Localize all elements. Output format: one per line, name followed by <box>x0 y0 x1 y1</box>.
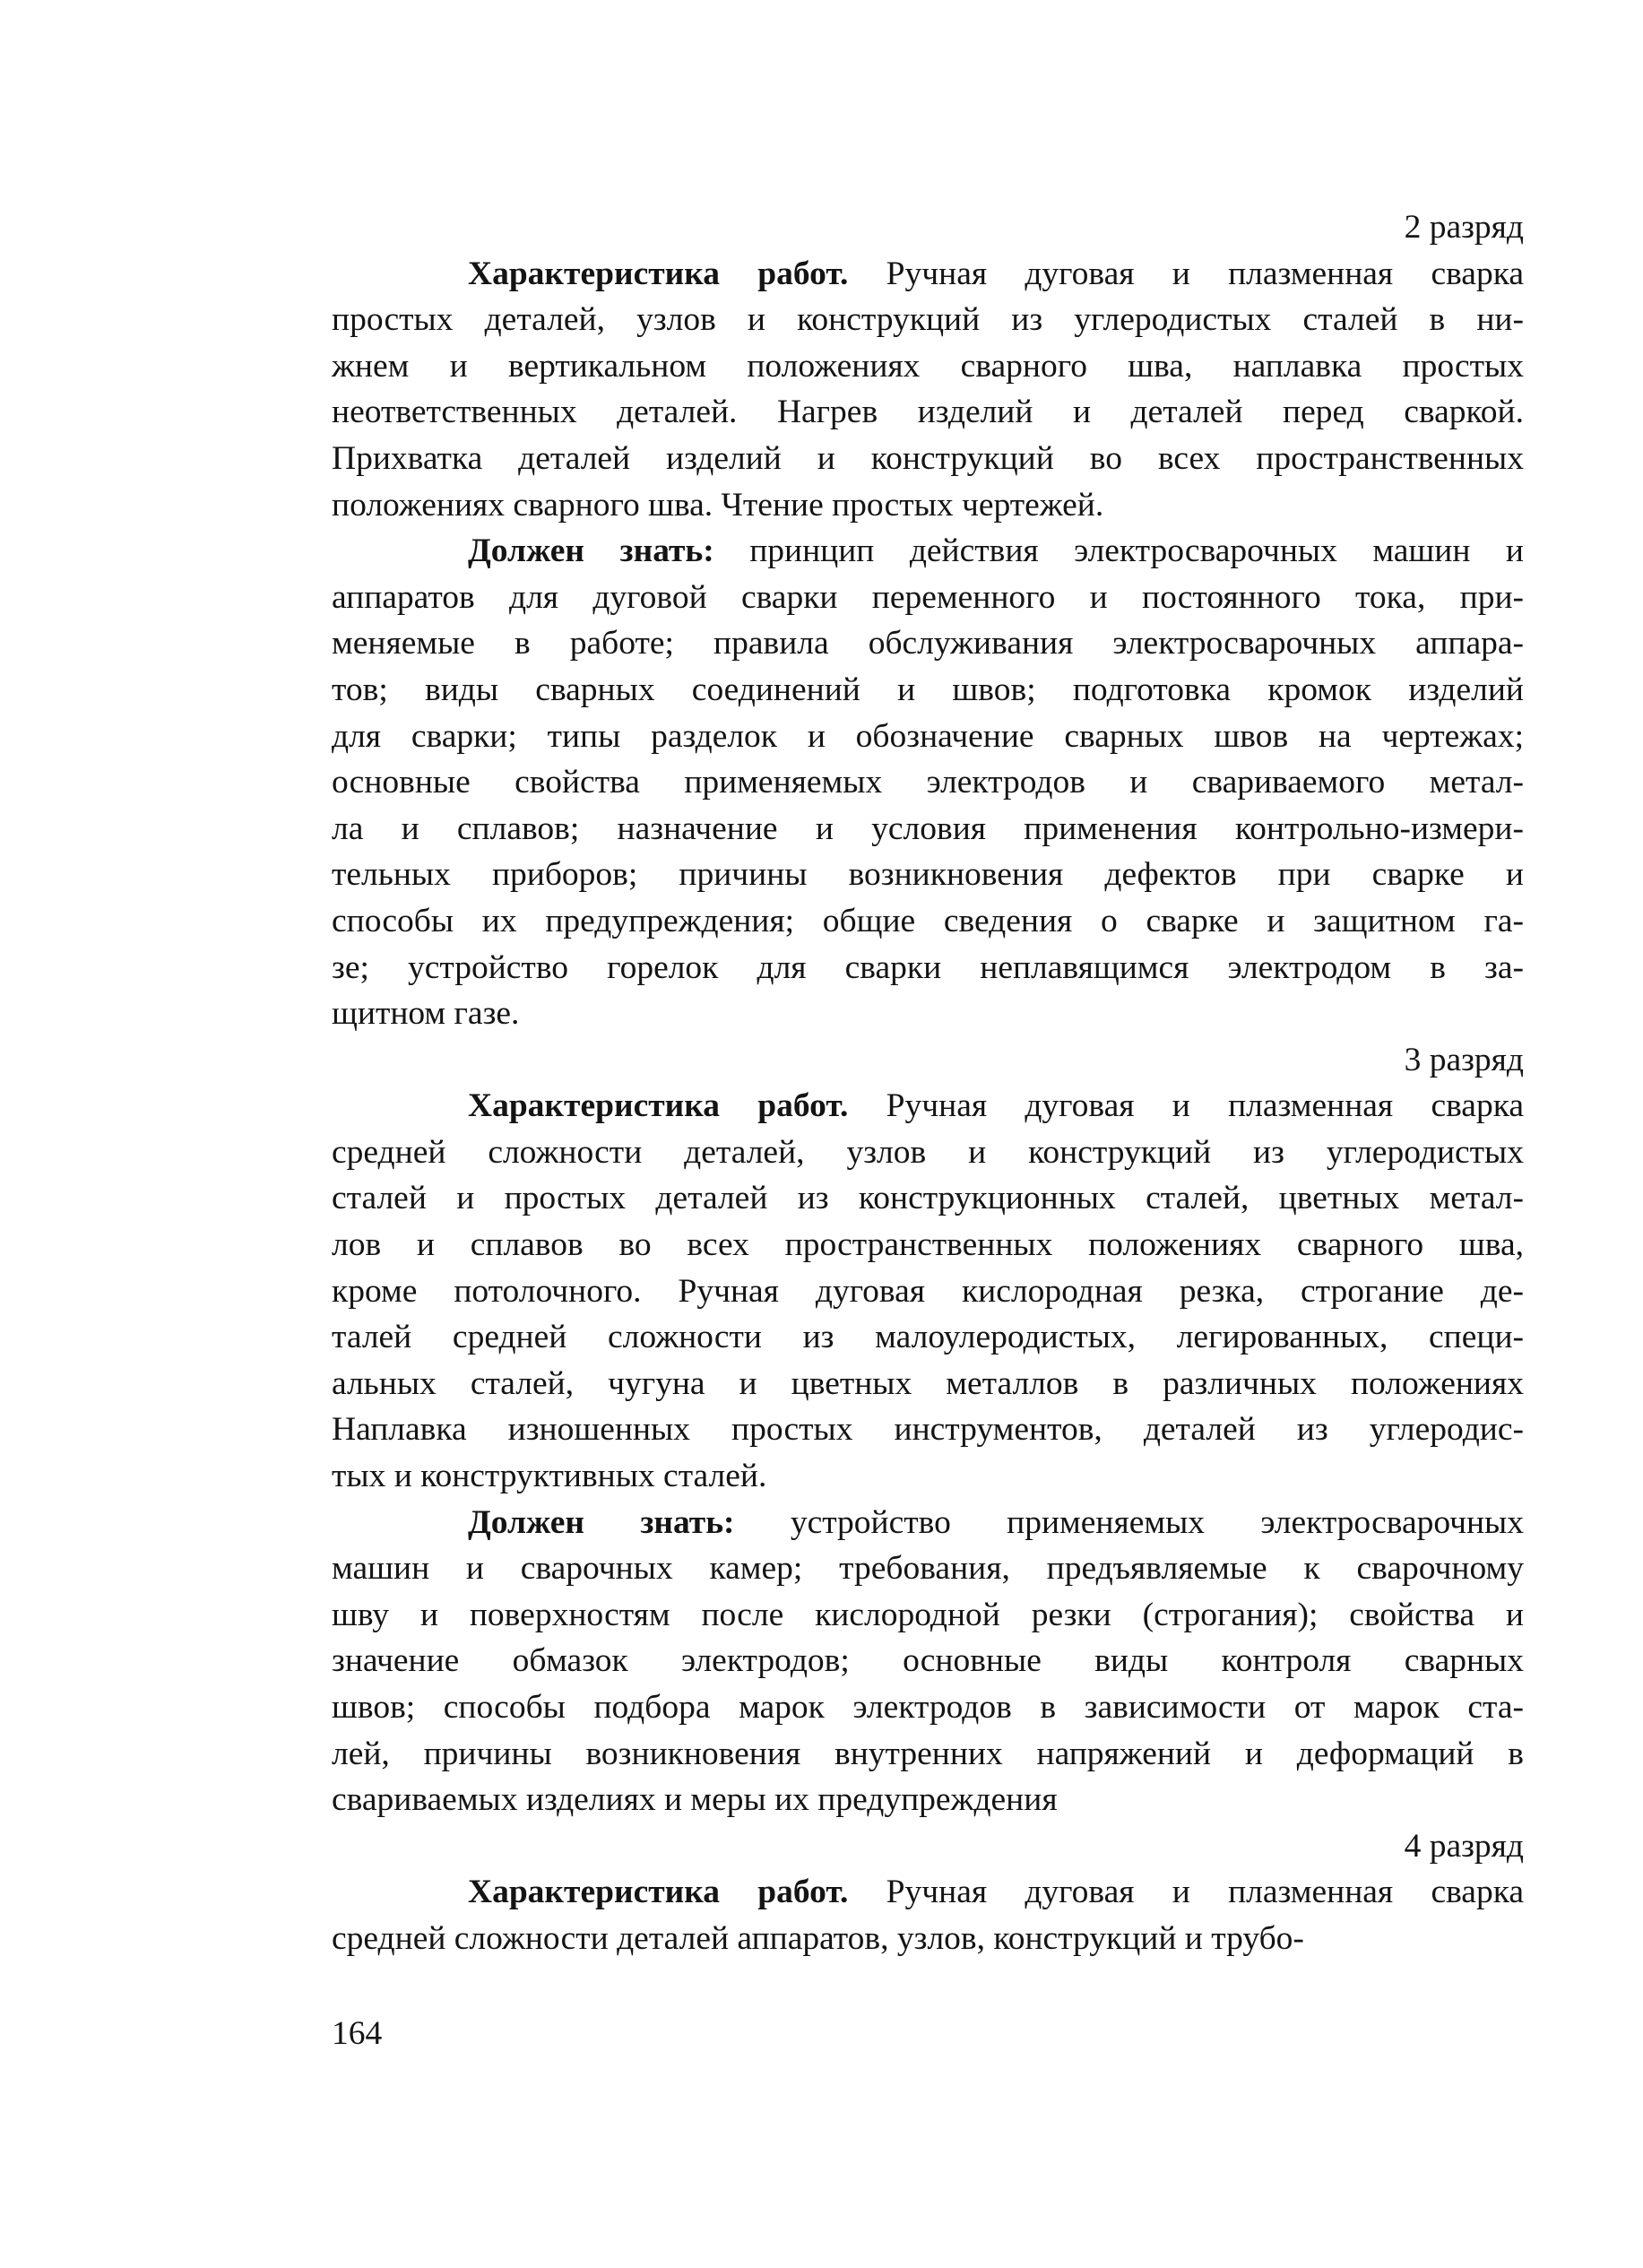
paragraph-lead: Должен знать: <box>468 1503 735 1541</box>
paragraph <box>332 1869 1524 1961</box>
grade-section <box>332 204 1524 1037</box>
text-line: значение обмазок электродов; основные виды контроля сварных <box>332 1642 1524 1680</box>
text-line: лей, причины возникновения внутренних напряжений и деформаций в <box>332 1735 1524 1772</box>
text-line: ла и сплавов; назначение и условия применения контрольно-измери- <box>332 809 1524 847</box>
text-line: альных сталей, чугуна и цветных металлов в различных положениях <box>332 1364 1524 1402</box>
text-line: жнем и вертикальном положениях сварного шва, наплавка простых <box>332 347 1524 385</box>
document-page <box>332 204 1524 1962</box>
grade-section <box>332 1037 1524 1823</box>
text-line: аппаратов для дуговой сварки переменного и постоянного тока, при- <box>332 578 1524 616</box>
text-line <box>332 528 1524 575</box>
line-text: принцип действия электросварочных машин и <box>713 532 1524 570</box>
text-line: тых и конструктивных сталей. <box>332 1458 767 1495</box>
paragraph-lead: Должен знать: <box>468 532 714 570</box>
paragraph <box>332 1500 1524 1823</box>
text-line <box>332 1083 1524 1130</box>
text-line: неответственных деталей. Нагрев изделий и деталей перед сваркой. <box>332 394 1524 431</box>
paragraph-lead: Характеристика работ. <box>468 255 849 292</box>
text-line: тов; виды сварных соединений и швов; подготовка кромок изделий <box>332 671 1524 708</box>
text-line: щитном газе. <box>332 995 520 1033</box>
paragraph <box>332 528 1524 1037</box>
page-number: 164 <box>332 2015 383 2052</box>
text-line: положениях сварного шва. Чтение простых чертежей. <box>332 486 1104 524</box>
text-line: свариваемых изделиях и меры их предупреждения <box>332 1781 1058 1819</box>
text-line <box>332 1869 1524 1916</box>
paragraph <box>332 1083 1524 1499</box>
text-line: Прихватка деталей изделий и конструкций во всех пространственных <box>332 439 1524 477</box>
grade-heading: 3 разряд <box>1404 1041 1524 1078</box>
text-line: сталей и простых деталей из конструкционных сталей, цветных метал- <box>332 1180 1524 1217</box>
text-line: основные свойства применяемых электродов и свариваемого метал- <box>332 764 1524 801</box>
text-line: машин и сварочных камер; требования, предъявляемые к сварочному <box>332 1550 1524 1588</box>
text-line: швов; способы подбора марок электродов в зависимости от марок ста- <box>332 1689 1524 1726</box>
paragraph-lead: Характеристика работ. <box>468 1087 849 1125</box>
line-text: Ручная дуговая и плазменная сварка <box>848 255 1524 292</box>
text-line: кроме потолочного. Ручная дуговая кислородная резка, строгание де- <box>332 1272 1524 1310</box>
text-line: лов и сплавов во всех пространственных положениях сварного шва, <box>332 1226 1524 1264</box>
text-line: простых деталей, узлов и конструкций из углеродистых сталей в ни- <box>332 301 1524 339</box>
text-line: талей средней сложности из малоулеродистых, легированных, специ- <box>332 1319 1524 1356</box>
line-text: Ручная дуговая и плазменная сварка <box>848 1087 1524 1125</box>
text-line: шву и поверхностям после кислородной резки (строгания); свойства и <box>332 1596 1524 1633</box>
line-text: устройство применяемых электросварочных <box>734 1503 1524 1541</box>
line-text: Ручная дуговая и плазменная сварка <box>848 1874 1524 1911</box>
text-line: для сварки; типы разделок и обозначение сварных швов на чертежах; <box>332 717 1524 755</box>
paragraph <box>332 251 1524 529</box>
text-line: средней сложности деталей аппаратов, узлов, конструкций и трубо- <box>332 1919 1304 1957</box>
text-line <box>332 251 1524 298</box>
grade-section <box>332 1823 1524 1962</box>
text-line <box>332 1500 1524 1546</box>
text-line: средней сложности деталей, узлов и конструкций из углеродистых <box>332 1133 1524 1171</box>
text-line: Наплавка изношенных простых инструментов, деталей из углеродис- <box>332 1411 1524 1449</box>
text-line: зе; устройство горелок для сварки неплавящимся электродом в за- <box>332 948 1524 986</box>
paragraph-lead: Характеристика работ. <box>468 1874 849 1911</box>
text-line: тельных приборов; причины возникновения дефектов при сварке и <box>332 856 1524 894</box>
grade-heading: 4 разряд <box>1404 1827 1524 1865</box>
text-line: способы их предупреждения; общие сведения о сварке и защитном га- <box>332 902 1524 939</box>
text-line: меняемые в работе; правила обслуживания электросварочных аппара- <box>332 625 1524 662</box>
grade-heading: 2 разряд <box>1404 209 1524 246</box>
